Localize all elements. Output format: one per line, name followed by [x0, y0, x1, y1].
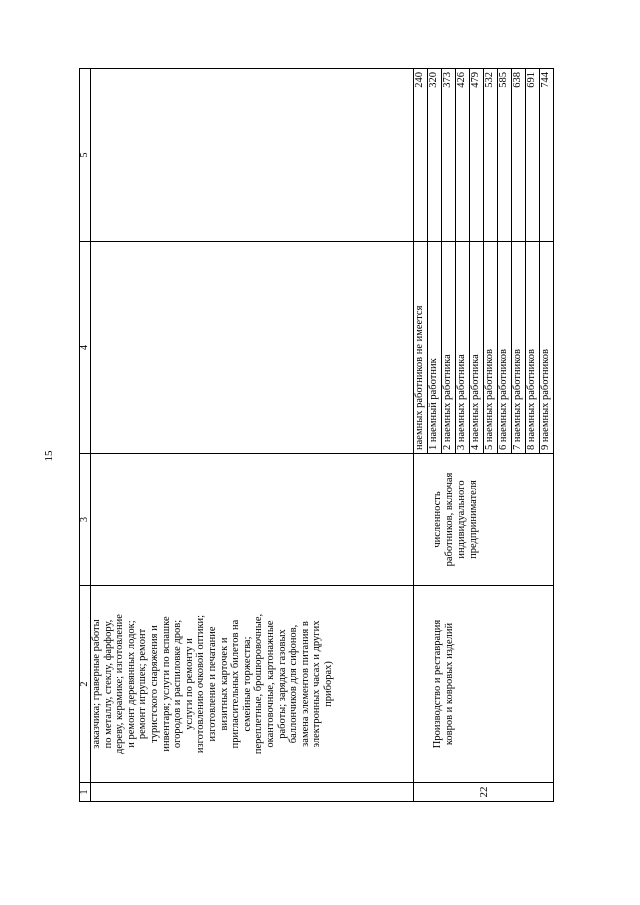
header-row: [80, 69, 91, 802]
description-line: и ремонт деревянных лодок;: [125, 620, 137, 748]
sub-row-value: 691: [526, 69, 540, 242]
description-line: по металлу, стеклу, фарфору,: [102, 619, 114, 749]
description-line: инвентаря; услуги по вспашке: [160, 616, 172, 752]
activity-line: ковров и ковровых изделий: [444, 622, 455, 746]
sub-row-label: 7 наемных работников: [512, 242, 526, 454]
continued-num-cell: [91, 783, 414, 802]
description-line: замена элементов питания в: [299, 621, 311, 747]
sub-row-value: 426: [456, 69, 470, 242]
indicator-line: работников, включая: [444, 472, 455, 567]
sub-row-label: 8 наемных работников: [526, 242, 540, 454]
sub-row-value: 638: [512, 69, 526, 242]
activity-line: Производство и реставрация: [432, 619, 443, 749]
header-col-1: 1: [80, 783, 91, 802]
description-line: работы; зарядка газовых: [276, 629, 288, 739]
description-line: семейные торжества;: [241, 636, 253, 732]
sub-row-label: 6 наемных работников: [498, 242, 512, 454]
description-line: изготовление и печатание: [206, 626, 218, 742]
indicator-line: предпринимателя: [468, 480, 479, 559]
continued-indicator-cell: [91, 454, 414, 586]
rotated-table-container: [79, 69, 562, 802]
description-line: дереву, керамике; изготовление: [114, 614, 126, 754]
header-col-3: 3: [80, 454, 91, 586]
indicator-text: [414, 457, 480, 582]
activity-text: [414, 589, 456, 779]
description-line: баллончиков для сифонов,: [288, 624, 300, 744]
sub-row-label: 9 наемных работников: [540, 242, 554, 454]
continued-description-row: [91, 69, 414, 802]
continued-sub-cell: [91, 242, 414, 454]
table-row: [414, 69, 428, 802]
sub-row-value: 373: [442, 69, 456, 242]
continued-description-text: [91, 589, 334, 779]
sub-row-value: 585: [498, 69, 512, 242]
page-number: 15: [43, 450, 55, 462]
description-line: туристского снаряжения и: [148, 625, 160, 743]
header-col-4: 4: [80, 242, 91, 454]
header-col-2: 2: [80, 586, 91, 783]
description-line: электронных часах и других: [311, 620, 323, 748]
sub-row-value: 744: [540, 69, 554, 242]
activity-cell: [414, 586, 554, 783]
sub-row-label: 4 наемных работника: [470, 242, 484, 454]
indicator-line: индивидуального: [456, 480, 467, 559]
indicator-cell: [414, 454, 554, 586]
continued-description-cell: [91, 586, 414, 783]
sub-row-value: 240: [414, 69, 428, 242]
sub-row-value: 532: [484, 69, 498, 242]
sub-row-value: 320: [428, 69, 442, 242]
description-line: огородов и распиловке дров;: [172, 619, 184, 749]
sub-row-label: наемных работников не имеется: [414, 242, 428, 454]
row-number: 22: [414, 783, 554, 802]
description-line: приборах): [322, 661, 334, 707]
sub-row-label: 3 наемных работника: [456, 242, 470, 454]
indicator-line: численность: [432, 491, 443, 548]
description-line: переплетные, брошюровочные,: [253, 613, 265, 755]
description-line: окантовочные, картонажные: [264, 620, 276, 748]
description-line: услуги по ремонту и: [183, 638, 195, 730]
sub-row-label: 1 наемный работник: [428, 242, 442, 454]
tariff-table: [79, 68, 554, 802]
header-col-5: 5: [80, 69, 91, 242]
sub-row-label: 5 наемных работников: [484, 242, 498, 454]
description-line: пригласительных билетов на: [230, 619, 242, 749]
description-line: изготовлению очковой оптики;: [195, 614, 207, 754]
description-line: заказчика; граверные работы: [91, 619, 102, 749]
description-line: ремонт игрушек; ремонт: [137, 628, 149, 740]
description-line: визитных карточек и: [218, 637, 230, 731]
sub-row-value: 479: [470, 69, 484, 242]
sub-row-label: 2 наемных работника: [442, 242, 456, 454]
continued-value-cell: [91, 69, 414, 242]
